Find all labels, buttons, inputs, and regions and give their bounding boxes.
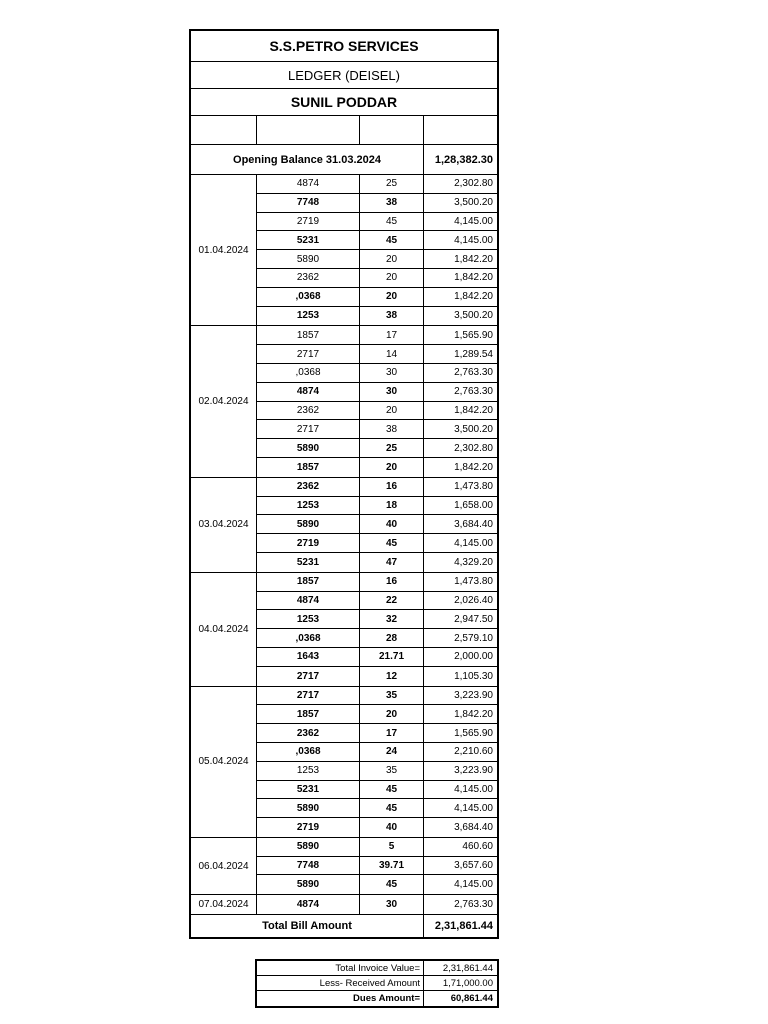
ledger-title-row — [191, 62, 497, 89]
amount: 1,565.90 — [454, 727, 493, 739]
amount: 4,145.00 — [454, 537, 493, 549]
quantity: 45 — [360, 534, 424, 552]
total-label: Total Bill Amount — [191, 915, 424, 937]
amount: 1,105.30 — [454, 670, 493, 682]
summary-label: Less- Received Amount — [257, 976, 424, 990]
quantity: 40 — [360, 515, 424, 533]
quantity: 38 — [360, 194, 424, 212]
table-row — [257, 705, 497, 724]
ledger-title: LEDGER (DEISEL) — [288, 67, 400, 83]
amount: 460.60 — [462, 841, 493, 853]
table-row — [257, 781, 497, 800]
table-row — [257, 629, 497, 648]
table-row — [257, 724, 497, 743]
quantity: 30 — [360, 383, 424, 401]
entry-date: 07.04.2024 — [191, 895, 257, 914]
vehicle-number: 4874 — [257, 895, 360, 914]
table-row — [257, 497, 497, 516]
quantity: 21.71 — [360, 648, 424, 666]
amount: 3,657.60 — [454, 860, 493, 872]
summary-label: Total Invoice Value= — [257, 961, 424, 975]
amount: 1,473.80 — [454, 576, 493, 588]
table-row — [257, 553, 497, 572]
table-row — [257, 213, 497, 232]
amount: 1,473.80 — [454, 481, 493, 493]
table-row — [257, 458, 497, 477]
summary-row — [257, 961, 497, 976]
vehicle-number: 2719 — [257, 213, 360, 231]
amount: 3,684.40 — [454, 821, 493, 833]
vehicle-number: 2362 — [257, 478, 360, 496]
amount: 3,223.90 — [454, 689, 493, 701]
quantity: 17 — [360, 724, 424, 742]
company-row — [191, 31, 497, 62]
vehicle-number: 2717 — [257, 420, 360, 438]
amount: 2,579.10 — [454, 632, 493, 644]
vehicle-number: 2719 — [257, 818, 360, 837]
quantity: 20 — [360, 269, 424, 287]
amount: 1,842.20 — [454, 708, 493, 720]
date-group — [191, 687, 497, 838]
opening-balance-row — [191, 145, 497, 175]
quantity: 24 — [360, 743, 424, 761]
table-row — [257, 573, 497, 592]
table-row — [257, 515, 497, 534]
vehicle-number: 5890 — [257, 838, 360, 856]
date-group — [191, 478, 497, 573]
vehicle-number: 1643 — [257, 648, 360, 666]
table-row — [257, 743, 497, 762]
total-amount: 2,31,861.44 — [434, 920, 493, 933]
quantity: 20 — [360, 288, 424, 306]
table-row — [257, 895, 497, 914]
vehicle-number: 5231 — [257, 231, 360, 249]
opening-balance-amount: 1,28,382.30 — [434, 153, 493, 166]
party-row — [191, 89, 497, 116]
quantity: 25 — [360, 175, 424, 193]
table-row — [257, 478, 497, 497]
quantity: 39.71 — [360, 857, 424, 875]
quantity: 38 — [360, 307, 424, 326]
vehicle-number: 1857 — [257, 705, 360, 723]
table-row — [257, 534, 497, 553]
vehicle-number: 5231 — [257, 781, 360, 799]
table-row — [257, 762, 497, 781]
quantity: 17 — [360, 326, 424, 344]
entry-date: 04.04.2024 — [191, 573, 257, 686]
summary-value: 2,31,861.44 — [442, 962, 493, 974]
table-row — [257, 364, 497, 383]
quantity: 20 — [360, 250, 424, 268]
amount: 4,329.20 — [454, 556, 493, 568]
summary-table — [255, 959, 499, 1008]
amount: 3,684.40 — [454, 518, 493, 530]
opening-balance-label: Opening Balance 31.03.2024 — [191, 145, 424, 174]
table-row — [257, 402, 497, 421]
table-row — [257, 307, 497, 326]
quantity: 20 — [360, 402, 424, 420]
vehicle-number: 1253 — [257, 497, 360, 515]
vehicle-number: 2719 — [257, 534, 360, 552]
quantity: 16 — [360, 478, 424, 496]
table-row — [257, 667, 497, 686]
summary-value: 1,71,000.00 — [442, 977, 493, 989]
table-row — [257, 420, 497, 439]
vehicle-number: 5890 — [257, 439, 360, 457]
amount: 1,289.54 — [454, 348, 493, 360]
amount: 2,026.40 — [454, 594, 493, 606]
quantity: 45 — [360, 799, 424, 817]
vehicle-number: 4874 — [257, 592, 360, 610]
table-row — [257, 231, 497, 250]
table-row — [257, 875, 497, 894]
table-row — [257, 269, 497, 288]
vehicle-number: 1857 — [257, 573, 360, 591]
date-group — [191, 326, 497, 477]
entry-date: 02.04.2024 — [191, 326, 257, 476]
amount: 1,842.20 — [454, 291, 493, 303]
quantity: 38 — [360, 420, 424, 438]
quantity: 30 — [360, 364, 424, 382]
quantity: 22 — [360, 592, 424, 610]
amount: 2,763.30 — [454, 899, 493, 911]
amount: 1,842.20 — [454, 272, 493, 284]
amount: 1,842.20 — [454, 404, 493, 416]
summary-label: Dues Amount= — [257, 991, 424, 1006]
amount: 4,145.00 — [454, 215, 493, 227]
blank-cell — [191, 116, 257, 144]
quantity: 14 — [360, 345, 424, 363]
summary-row — [257, 976, 497, 991]
amount: 2,947.50 — [454, 613, 493, 625]
table-row — [257, 250, 497, 269]
table-row — [257, 818, 497, 837]
blank-cell — [257, 116, 360, 144]
quantity: 35 — [360, 762, 424, 780]
quantity: 28 — [360, 629, 424, 647]
entry-date: 06.04.2024 — [191, 838, 257, 894]
quantity: 20 — [360, 458, 424, 477]
date-group — [191, 175, 497, 326]
vehicle-number: 1253 — [257, 610, 360, 628]
quantity: 35 — [360, 687, 424, 705]
amount: 3,223.90 — [454, 765, 493, 777]
ledger-table — [189, 29, 499, 939]
date-group — [191, 573, 497, 687]
table-row — [257, 288, 497, 307]
vehicle-number: 2362 — [257, 724, 360, 742]
vehicle-number: 5890 — [257, 515, 360, 533]
table-row — [257, 799, 497, 818]
amount: 1,842.20 — [454, 253, 493, 265]
summary-value: 60,861.44 — [450, 993, 493, 1004]
table-row — [257, 687, 497, 706]
amount: 4,145.00 — [454, 802, 493, 814]
date-group — [191, 895, 497, 915]
amount: 1,565.90 — [454, 329, 493, 341]
entry-date: 05.04.2024 — [191, 687, 257, 837]
amount: 4,145.00 — [454, 879, 493, 891]
quantity: 40 — [360, 818, 424, 837]
vehicle-number: 2717 — [257, 667, 360, 686]
quantity: 45 — [360, 781, 424, 799]
vehicle-number: 5890 — [257, 799, 360, 817]
amount: 4,145.00 — [454, 234, 493, 246]
table-row — [257, 326, 497, 345]
blank-cell — [424, 116, 497, 144]
vehicle-number: ,0368 — [257, 364, 360, 382]
amount: 2,763.30 — [454, 367, 493, 379]
vehicle-number: 2717 — [257, 345, 360, 363]
quantity: 45 — [360, 231, 424, 249]
vehicle-number: 1857 — [257, 458, 360, 477]
date-group — [191, 838, 497, 895]
amount: 2,302.80 — [454, 442, 493, 454]
amount: 3,500.20 — [454, 423, 493, 435]
vehicle-number: 2362 — [257, 269, 360, 287]
quantity: 25 — [360, 439, 424, 457]
quantity: 5 — [360, 838, 424, 856]
amount: 4,145.00 — [454, 783, 493, 795]
amount: 2,763.30 — [454, 386, 493, 398]
amount: 1,658.00 — [454, 499, 493, 511]
amount: 2,210.60 — [454, 746, 493, 758]
table-row — [257, 194, 497, 213]
table-row — [257, 857, 497, 876]
vehicle-number: 1253 — [257, 307, 360, 326]
amount: 2,302.80 — [454, 178, 493, 190]
vehicle-number: 7748 — [257, 857, 360, 875]
company-name: S.S.PETRO SERVICES — [269, 38, 419, 54]
vehicle-number: 7748 — [257, 194, 360, 212]
table-row — [257, 648, 497, 667]
vehicle-number: 1253 — [257, 762, 360, 780]
table-row — [257, 345, 497, 364]
amount: 1,842.20 — [454, 461, 493, 473]
quantity: 30 — [360, 895, 424, 914]
table-row — [257, 439, 497, 458]
quantity: 16 — [360, 573, 424, 591]
vehicle-number: 5890 — [257, 250, 360, 268]
entry-date: 01.04.2024 — [191, 175, 257, 325]
vehicle-number: 1857 — [257, 326, 360, 344]
table-row — [257, 610, 497, 629]
entry-date: 03.04.2024 — [191, 478, 257, 572]
amount: 3,500.20 — [454, 197, 493, 209]
vehicle-number: 5890 — [257, 875, 360, 894]
vehicle-number: 5231 — [257, 553, 360, 572]
quantity: 32 — [360, 610, 424, 628]
total-row — [191, 915, 497, 937]
entry-groups — [191, 175, 497, 915]
amount: 3,500.20 — [454, 310, 493, 322]
vehicle-number: 4874 — [257, 383, 360, 401]
vehicle-number: ,0368 — [257, 629, 360, 647]
party-name: SUNIL PODDAR — [290, 94, 398, 110]
quantity: 20 — [360, 705, 424, 723]
quantity: 45 — [360, 213, 424, 231]
table-row — [257, 175, 497, 194]
quantity: 47 — [360, 553, 424, 572]
amount: 2,000.00 — [454, 651, 493, 663]
quantity: 45 — [360, 875, 424, 894]
blank-header-row — [191, 116, 497, 145]
table-row — [257, 838, 497, 857]
quantity: 12 — [360, 667, 424, 686]
vehicle-number: ,0368 — [257, 288, 360, 306]
vehicle-number: ,0368 — [257, 743, 360, 761]
blank-cell — [360, 116, 424, 144]
quantity: 18 — [360, 497, 424, 515]
vehicle-number: 2717 — [257, 687, 360, 705]
vehicle-number: 4874 — [257, 175, 360, 193]
summary-row — [257, 991, 497, 1006]
table-row — [257, 592, 497, 611]
table-row — [257, 383, 497, 402]
vehicle-number: 2362 — [257, 402, 360, 420]
